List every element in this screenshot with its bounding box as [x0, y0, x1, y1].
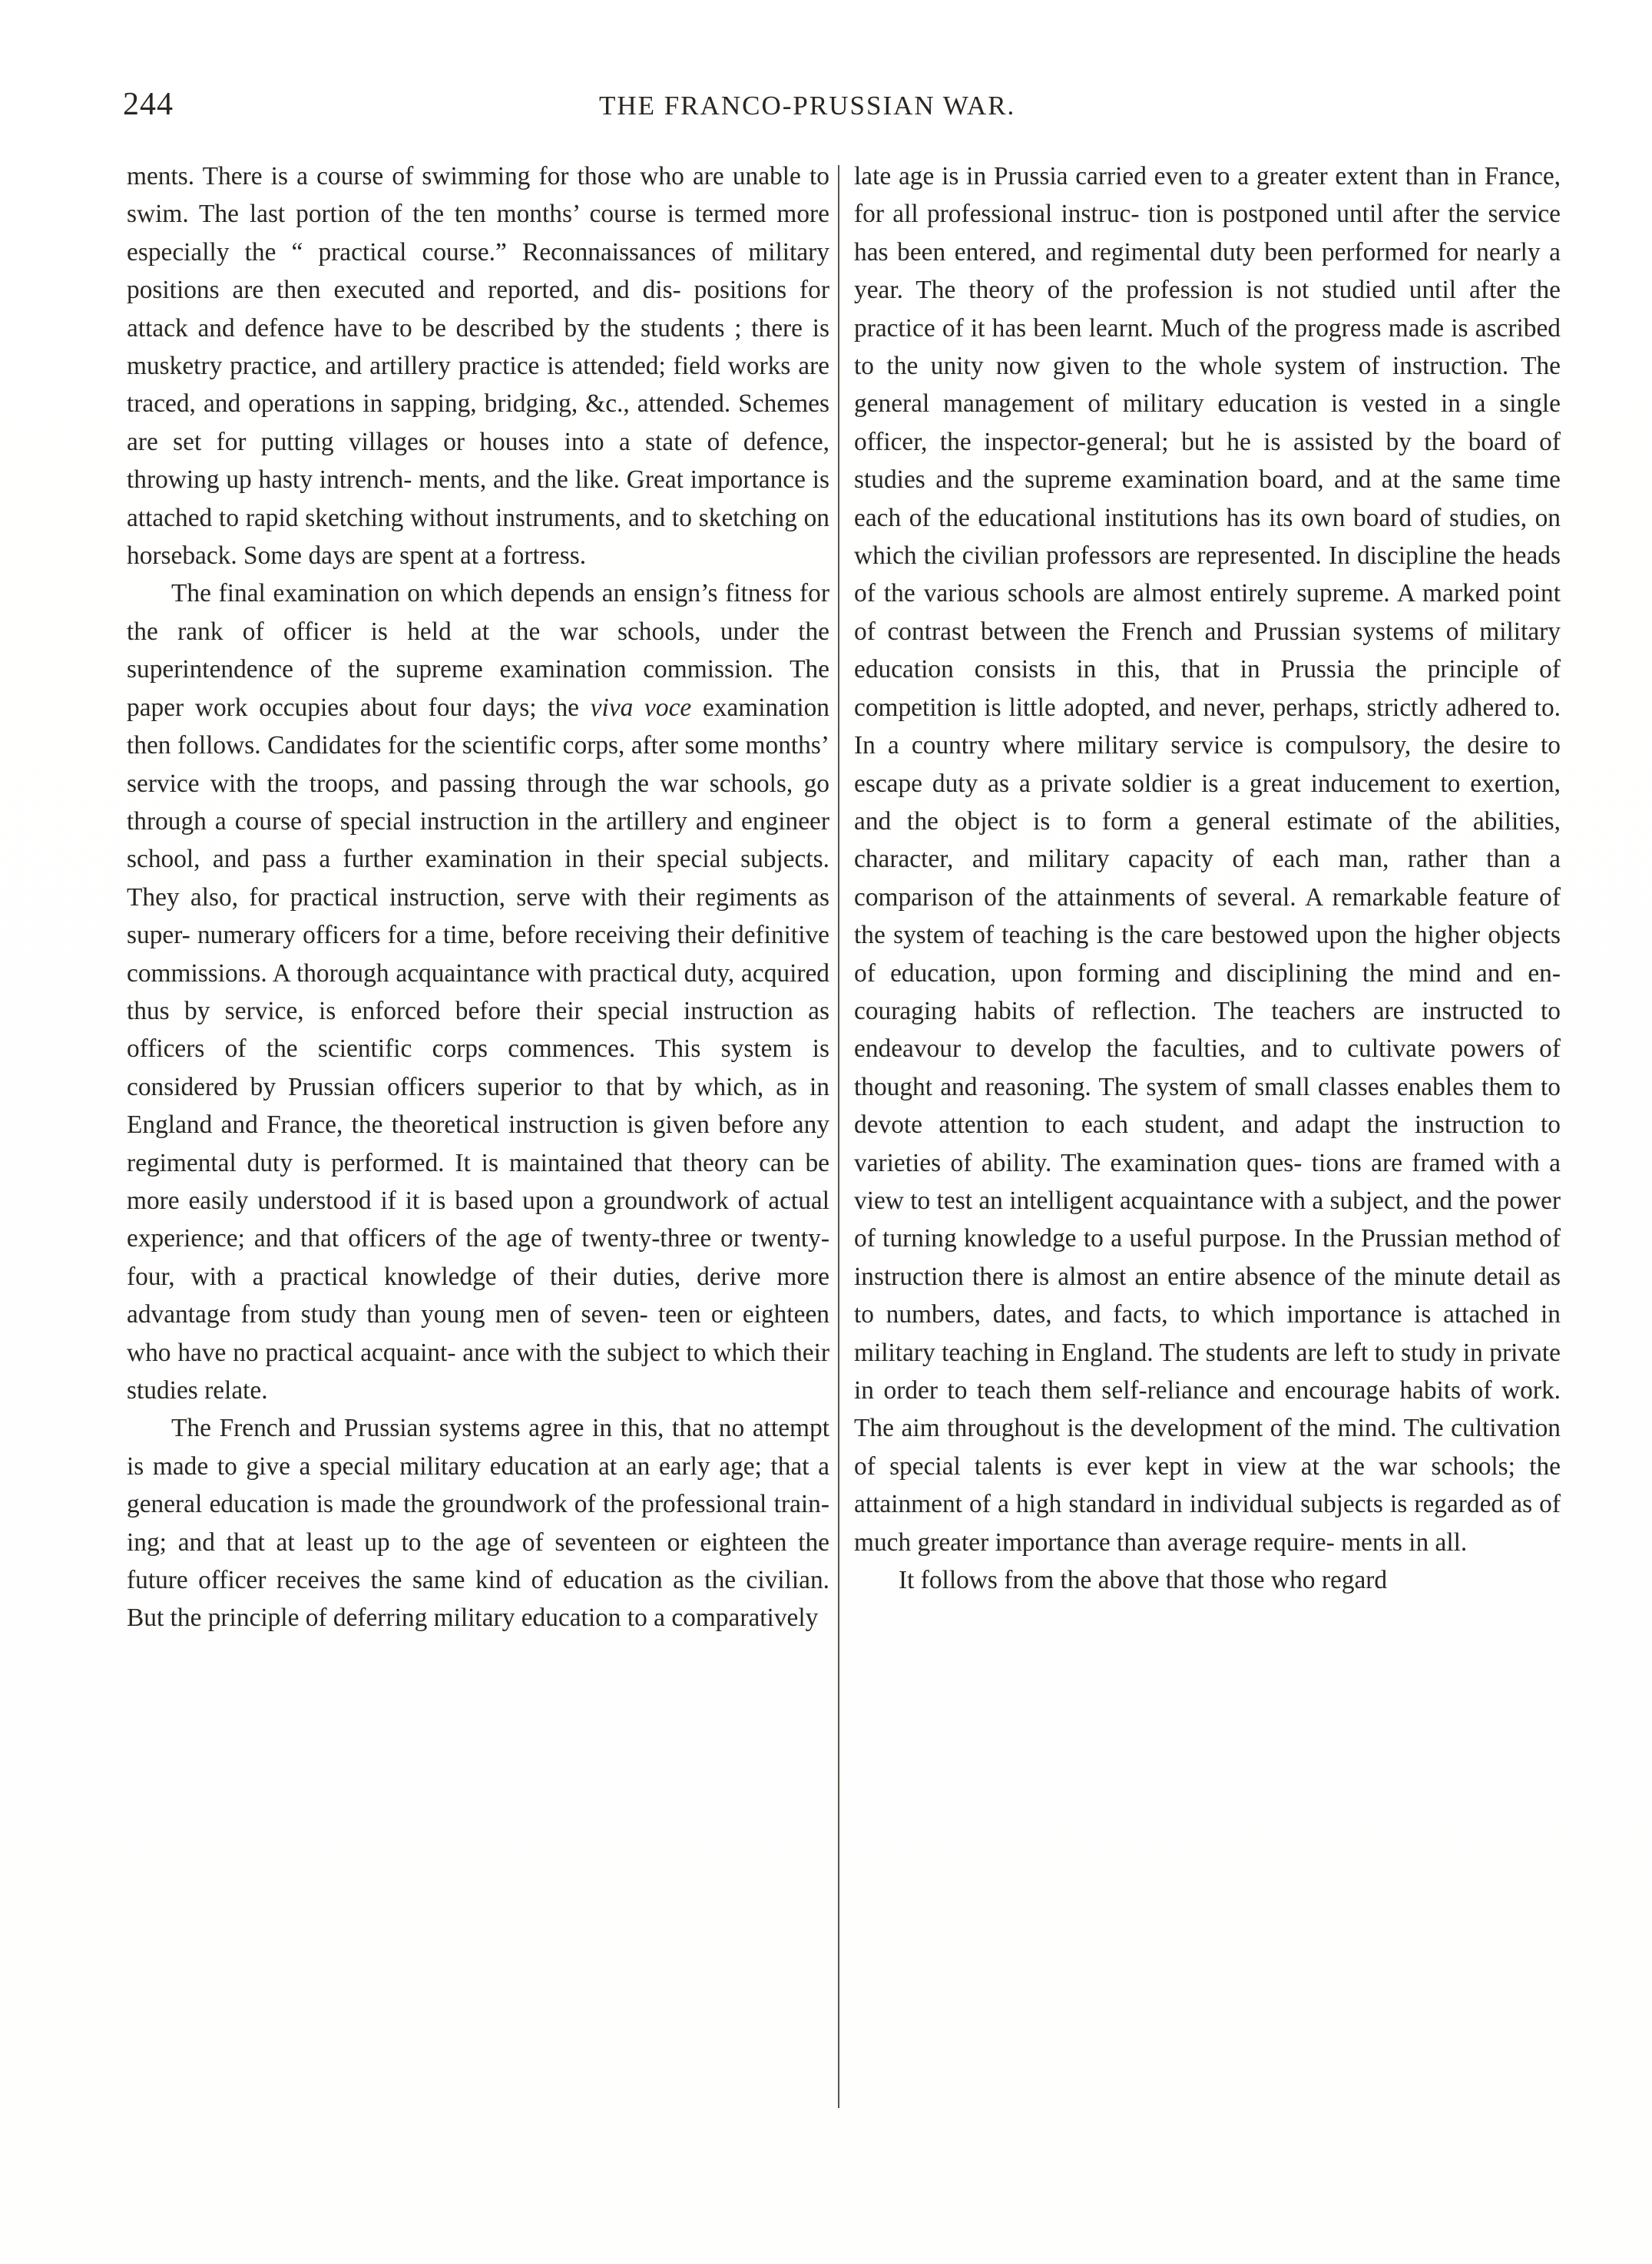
left-column [127, 157, 829, 1637]
left-paragraph-2-part-1: The final examination on which depends an ensign’s fitness for the rank of officer is held at the war schools, under the superintendence of the supreme examination commission. The paper work occupies about four days; the [127, 579, 829, 722]
left-paragraph-2 [127, 574, 829, 1409]
page-number: 244 [123, 87, 174, 122]
italic-phrase: viva voce [590, 693, 692, 722]
right-paragraph-2: It follows from the above that those who regard [899, 1566, 1388, 1595]
left-paragraph-3: The French and Prussian systems agree in this, that no attempt is made to give a special military education at an early age; that a general education is made the groundwork of the professional train- ing; and that at least up to the age of seventeen or eighteen the future officer receives the same kind of education as the civilian. But the principle of deferring military education to a comparatively [127, 1414, 829, 1633]
left-paragraph-1: ments. There is a course of swimming for those who are unable to swim. The last portion of the ten months’ course is termed more especially the “ practical course.” Reconnaissances of military positions are then executed and reported, and dis- positions for attack and defence have to be described by the students ; there is musketry practice, and artillery practice is attended; field works are traced, and operations in sapping, bridging, &c., attended. Schemes are set for putting villages or houses into a state of defence, throwing up hasty intrench- ments, and the like. Great importance is attached to rapid sketching without instruments, and to sketching on horseback. Some days are spent at a fortress. [127, 162, 829, 571]
left-paragraph-2-part-2: examination then follows. Candidates for the scientific corps, after some months’ service with the troops, and passing through the war schools, go through a course of special instruction in the artillery and engineer school, and pass a further examination in their special subjects. They also, for practical instruction, serve with their regiments as super- numerary officers for a time, before receiving their definitive commissions. A thorough acquaintance with practical duty, acquired thus by service, is enforced before their special instruction as officers of the scientific corps commences. This system is considered by Prussian officers superior to that by which, as in England and France, the theoretical instruction is given before any regimental duty is performed. It is maintained that theory can be more easily understood if it is based upon a groundwork of actual experience; and that officers of the age of twenty-three or twenty-four, with a practical knowledge of their duties, derive more advantage from study than young men of seven- teen or eighteen who have no practical acquaint- ance with the subject to which their studies relate. [127, 693, 829, 1405]
right-paragraph-1: late age is in Prussia carried even to a greater extent than in France, for all professional instruc- tion is postponed until after the service has been entered, and regimental duty been performed for nearly a year. The theory of the profession is not studied until after the practice of it has been learnt. Much of the progress made is ascribed to the unity now given to the whole system of instruction. The general management of military education is vested in a single officer, the inspector-general; but he is assisted by the board of studies and the supreme examination board, and at the same time each of the educational institutions has its own board of studies, on which the civilian professors are represented. In discipline the heads of the various schools are almost entirely supreme. A marked point of contrast between the French and Prussian systems of military education consists in this, that in Prussia the principle of competition is little adopted, and never, perhaps, strictly adhered to. In a country where military service is compulsory, the desire to escape duty as a private soldier is a great inducement to exertion, and the object is to form a general estimate of the abilities, character, and military capacity of each man, rather than a comparison of the attainments of several. A remarkable feature of the system of teaching is the care bestowed upon the higher objects of education, upon forming and disciplining the mind and en- couraging habits of reflection. The teachers are instructed to endeavour to develop the faculties, and to cultivate powers of thought and reasoning. The system of small classes enables them to devote attention to each student, and adapt the instruction to varieties of ability. The examination ques- tions are framed with a view to test an intelligent acquaintance with a subject, and the power of turning knowledge to a useful purpose. In the Prussian method of instruction there is almost an entire absence of the minute detail as to numbers, dates, and facts, to which importance is attached in military teaching in England. The students are left to study in private in order to teach them self-reliance and encourage habits of work. The aim throughout is the development of the mind. The cultivation of special talents is ever kept in view at the war schools; the attainment of a high standard in individual subjects is regarded as of much greater importance than average require- ments in all. [854, 162, 1561, 1557]
page-header [123, 86, 1574, 132]
column-divider [838, 165, 839, 2108]
right-column [854, 157, 1561, 1599]
running-head: THE FRANCO-PRUSSIAN WAR. [599, 91, 1016, 121]
